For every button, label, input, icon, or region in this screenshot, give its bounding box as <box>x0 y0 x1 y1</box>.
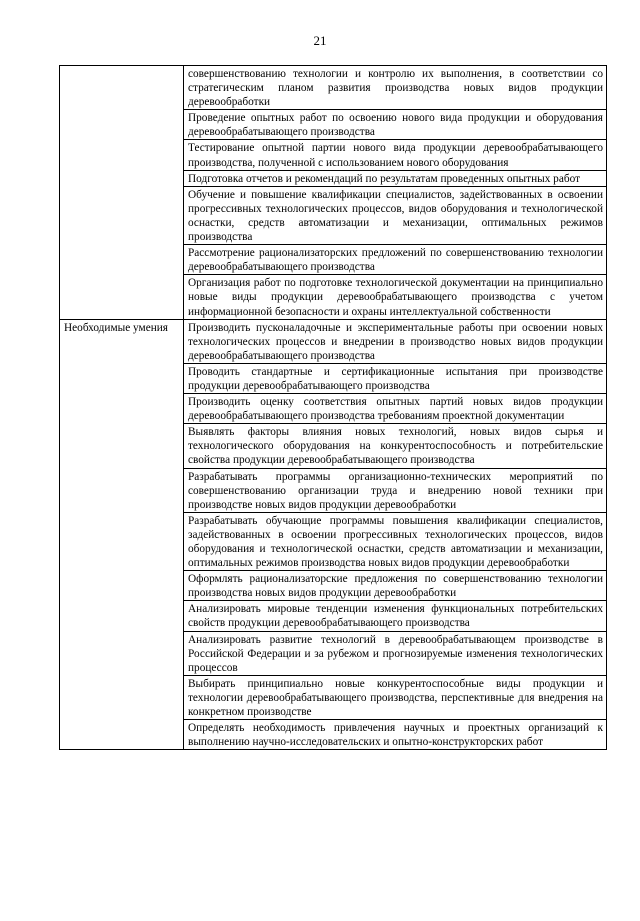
table-body <box>60 66 607 750</box>
requirement-cell: Организация работ по подготовке технологической документации на принципиально новые виды продукции деревообрабатывающего производства с учетом информационной безопасности и охраны интеллектуальной собственности <box>184 275 607 319</box>
page-number: 21 <box>313 33 327 48</box>
requirement-cell: Проведение опытных работ по освоению нового вида продукции и оборудования деревообрабатывающего производства <box>184 110 607 140</box>
requirement-cell: Разрабатывать программы организационно-технических мероприятий по совершенствованию организации труда и внедрению новой техники при производстве новых видов продукции деревообработки <box>184 468 607 512</box>
requirement-cell: Разрабатывать обучающие программы повышения квалификации специалистов, задействованных в освоении прогрессивных технологических процессов, видов оборудования и технологической оснастки, средств автоматизации и механизации, оптимальных режимов производства новых видов продукции деревообработки <box>184 512 607 570</box>
requirement-cell: Производить оценку соответствия опытных партий новых видов продукции деревообрабатывающего производства требованиям проектной документации <box>184 394 607 424</box>
requirement-cell: Обучение и повышение квалификации специалистов, задействованных в освоении прогрессивных технологических процессов, видов оборудования и технологической оснастки, средств автоматизации и механизации, оптимальных режимов производства <box>184 186 607 244</box>
section-label-cell: Необходимые умения <box>60 319 184 750</box>
requirement-cell: Оформлять рационализаторские предложения по совершенствованию технологии производства новых видов продукции деревообработки <box>184 571 607 601</box>
labor-functions-table <box>59 65 607 750</box>
requirement-cell: Проводить стандартные и сертификационные испытания при производстве продукции деревообрабатывающего производства <box>184 363 607 393</box>
requirement-cell: Анализировать развитие технологий в деревообрабатывающем производстве в Российской Федерации и за рубежом и прогнозируемые изменения технологических процессов <box>184 631 607 675</box>
requirement-cell: Анализировать мировые тенденции изменения функциональных потребительских свойств продукции деревообрабатывающего производства <box>184 601 607 631</box>
requirement-cell: совершенствованию технологии и контролю их выполнения, в соответствии со стратегическим планом развития производства новых видов продукции деревообработки <box>184 66 607 110</box>
requirement-cell: Выявлять факторы влияния новых технологий, новых видов сырья и технологического оборудования на конкурентоспособность и потребительские свойства продукции деревообрабатывающего производства <box>184 424 607 468</box>
requirement-cell: Выбирать принципиально новые конкурентоспособные виды продукции и технологии деревообрабатывающего производства, перспективные для внедрения на конкретном производстве <box>184 675 607 719</box>
requirement-cell: Определять необходимость привлечения научных и проектных организаций к выполнению научно-исследовательских и опытно-конструкторских работ <box>184 720 607 750</box>
requirement-cell: Производить пусконаладочные и экспериментальные работы при освоении новых технологических процессов и внедрении в производство новых видов продукции деревообрабатывающего производства <box>184 319 607 363</box>
requirement-cell: Тестирование опытной партии нового вида продукции деревообрабатывающего производства, полученной с использованием нового оборудования <box>184 140 607 170</box>
requirement-cell: Рассмотрение рационализаторских предложений по совершенствованию технологии деревообрабатывающего производства <box>184 245 607 275</box>
section-label-cell <box>60 66 184 320</box>
table-row <box>60 66 607 110</box>
requirement-cell: Подготовка отчетов и рекомендаций по результатам проведенных опытных работ <box>184 170 607 186</box>
table-row <box>60 319 607 363</box>
